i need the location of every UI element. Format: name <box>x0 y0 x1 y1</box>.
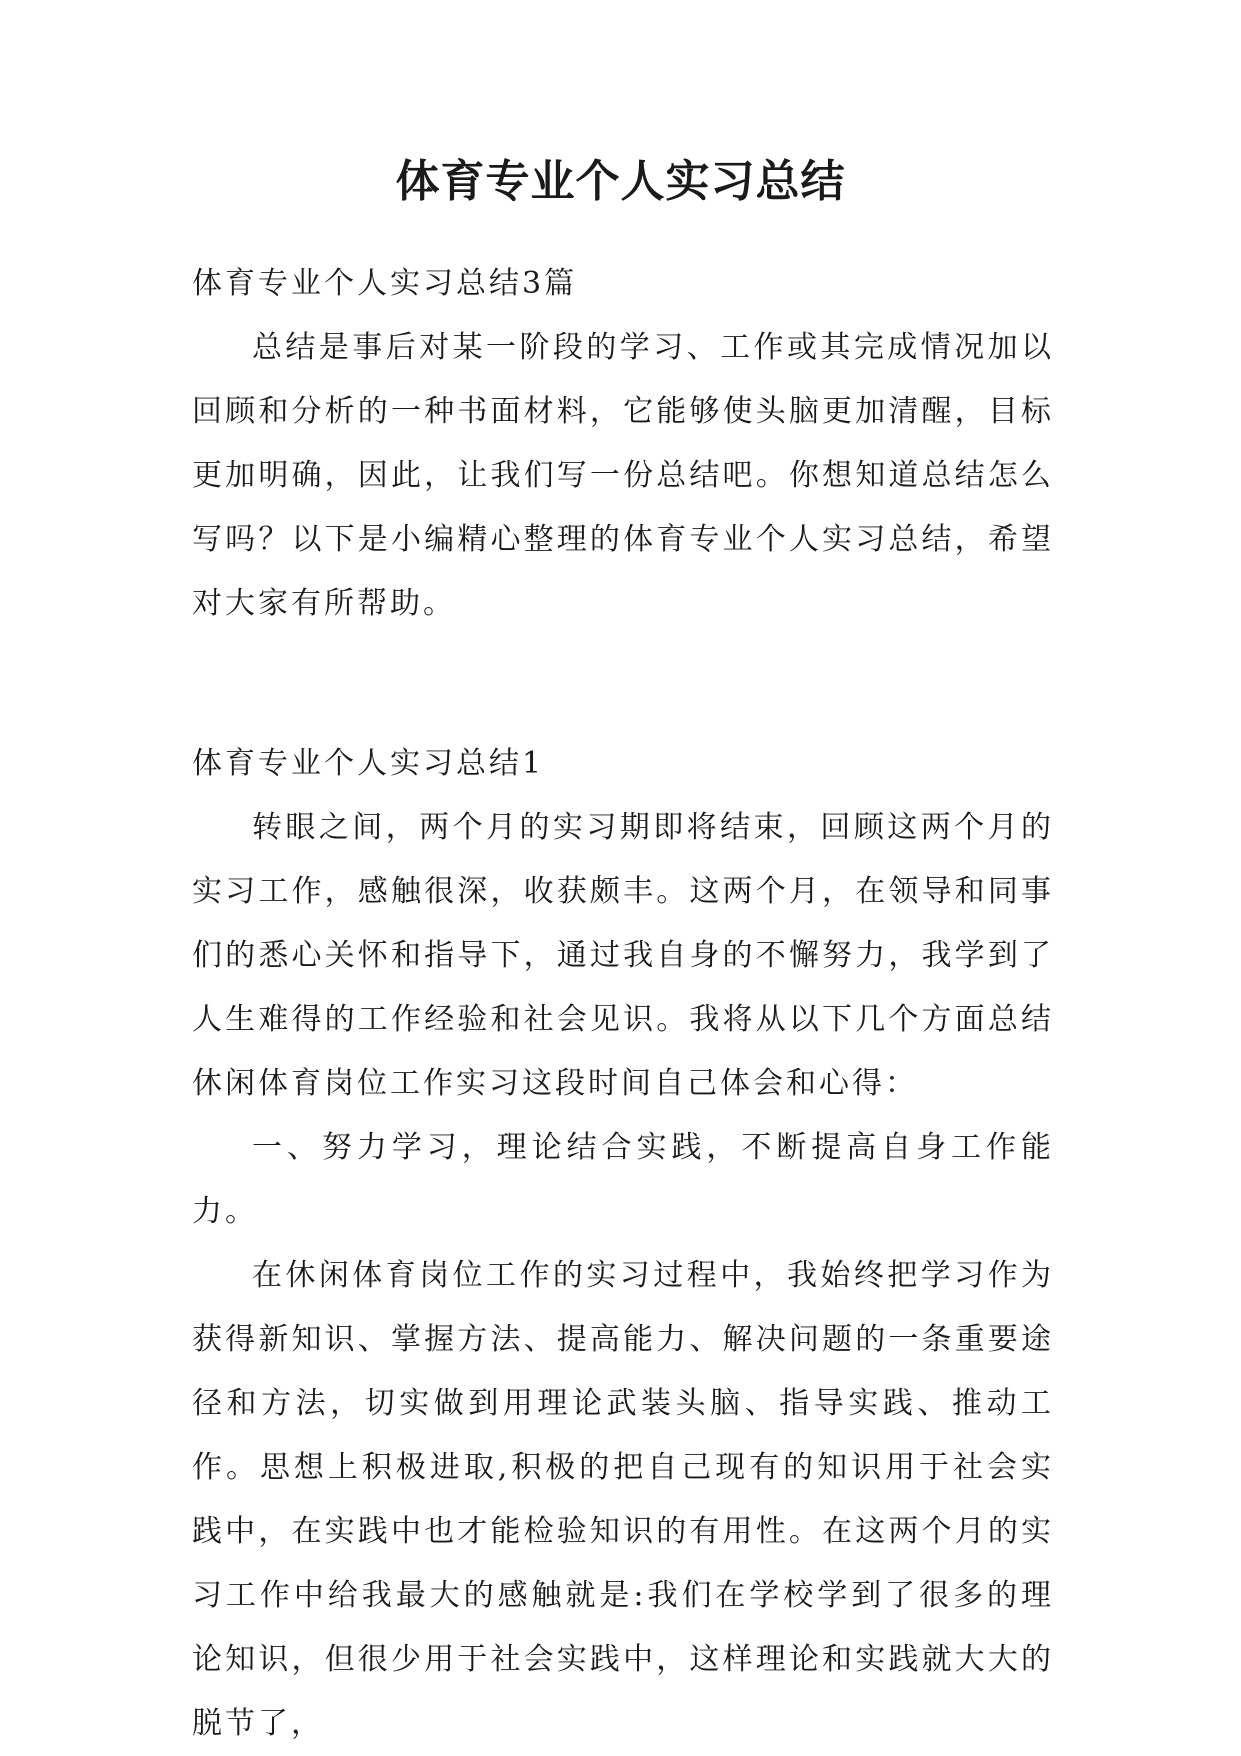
section-1-block <box>192 732 1054 1756</box>
section-1-point-1: 一、努力学习，理论结合实践，不断提高自身工作能力。 <box>192 1130 1054 1229</box>
intro-block <box>192 252 1054 636</box>
section-1-paragraph-2: 在休闲体育岗位工作的实习过程中，我始终把学习作为获得新知识、掌握方法、提高能力、解决问题的一条重要途径和方法，切实做到用理论武装头脑、指导实践、推动工作。思想上积极进取,积极的把自己现有的知识用于社会实践中，在实践中也才能检验知识的有用性。在这两个月的实习工作中给我最大的感触就是:我们在学校学到了很多的理论知识，但很少用于社会实践中，这样理论和实践就大大的脱节了， <box>192 1258 1054 1741</box>
document-title: 体育专业个人实习总结 <box>395 156 846 207</box>
section-1-heading: 体育专业个人实习总结1 <box>192 746 545 781</box>
section-1-paragraph-1: 转眼之间，两个月的实习期即将结束，回顾这两个月的实习工作，感触很深，收获颇丰。这两个月，在领导和同事们的悉心关怀和指导下，通过我自身的不懈努力，我学到了人生难得的工作经验和社会见识。我将从以下几个方面总结休闲体育岗位工作实习这段时间自己体会和心得： <box>192 810 1054 1101</box>
intro-paragraph: 总结是事后对某一阶段的学习、工作或其完成情况加以回顾和分析的一种书面材料，它能够使头脑更加清醒，目标更加明确，因此，让我们写一份总结吧。你想知道总结怎么写吗？以下是小编精心整理的体育专业个人实习总结，希望对大家有所帮助。 <box>192 330 1054 621</box>
intro-subtitle: 体育专业个人实习总结3篇 <box>192 266 578 301</box>
